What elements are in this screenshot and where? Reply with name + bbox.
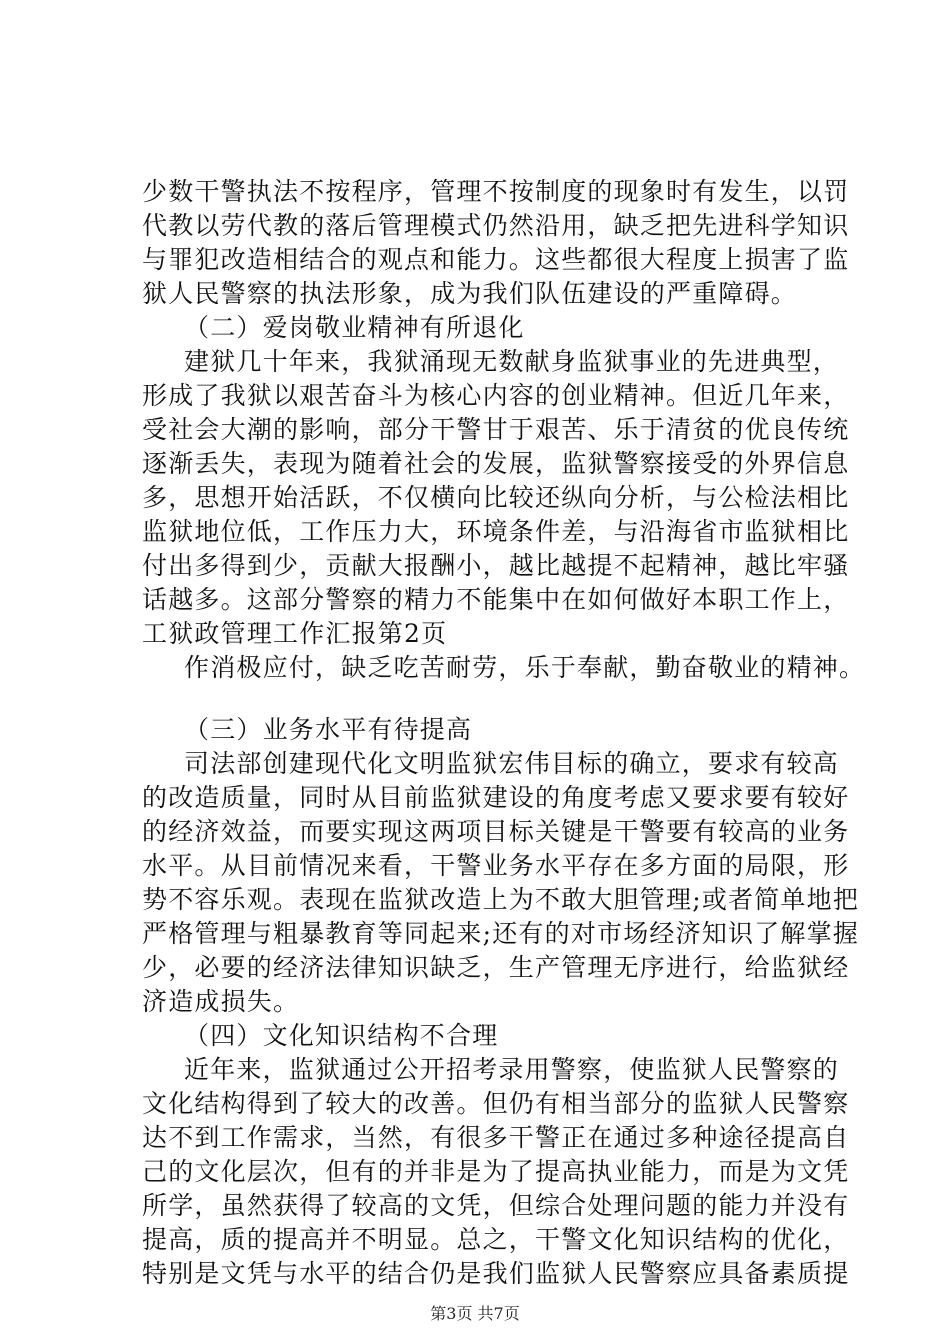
section-heading: （三）业务水平有待提高	[184, 715, 473, 744]
body-line: 话越多。这部分警察的精力不能集中在如何做好本职工作上，	[142, 585, 850, 614]
body-line: 少数干警执法不按程序，管理不按制度的现象时有发生，以罚	[142, 177, 850, 206]
body-line: 作消极应付，缺乏吃苦耐劳，乐于奉献，勤奋敬业的精神。	[184, 653, 866, 682]
body-line: 提高，质的提高并不明显。总之，干警文化知识结构的优化，	[142, 1225, 850, 1254]
body-line: 特别是文凭与水平的结合仍是我们监狱人民警察应具备素质提	[142, 1259, 850, 1288]
body-line: 的改造质量，同时从目前监狱建设的角度考虑又要求要有较好	[142, 783, 850, 812]
body-line: 逐渐丢失，表现为随着社会的发展，监狱警察接受的外界信息	[142, 449, 850, 478]
body-line: 少，必要的经济法律知识缺乏，生产管理无序进行，给监狱经	[142, 953, 850, 982]
body-line: 付出多得到少，贡献大报酬小，越比越提不起精神，越比牢骚	[142, 551, 850, 580]
body-line: 受社会大潮的影响，部分干警甘于艰苦、乐于清贫的优良传统	[142, 415, 850, 444]
body-line: 的经济效益，而要实现这两项目标关键是干警要有较高的业务	[142, 817, 850, 846]
body-line: 文化结构得到了较大的改善。但仍有相当部分的监狱人民警察	[142, 1089, 850, 1118]
body-line: 狱人民警察的执法形象，成为我们队伍建设的严重障碍。	[142, 279, 798, 308]
body-line: 多，思想开始活跃，不仅横向比较还纵向分析，与公检法相比	[142, 483, 850, 512]
section-heading: （二）爱岗敬业精神有所退化	[184, 313, 525, 342]
body-line: 形成了我狱以艰苦奋斗为核心内容的创业精神。但近几年来，	[142, 381, 850, 410]
body-line: 济造成损失。	[142, 987, 300, 1016]
body-line: 司法部创建现代化文明监狱宏伟目标的确立，要求有较高	[184, 749, 840, 778]
body-line: 建狱几十年来，我狱涌现无数献身监狱事业的先进典型，	[184, 347, 840, 376]
body-line: 近年来，监狱通过公开招考录用警察，使监狱人民警察的	[184, 1055, 840, 1084]
body-line: 己的文化层次，但有的并非是为了提高执业能力，而是为文凭	[142, 1157, 850, 1186]
body-line: 与罪犯改造相结合的观点和能力。这些都很大程度上损害了监	[142, 245, 850, 274]
body-line: 水平。从目前情况来看，干警业务水平存在多方面的局限，形	[142, 851, 850, 880]
section-heading: （四）文化知识结构不合理	[184, 1021, 499, 1050]
body-line: 达不到工作需求，当然，有很多干警正在通过多种途径提高自	[142, 1123, 850, 1152]
body-line: 代教以劳代教的落后管理模式仍然沿用，缺乏把先进科学知识	[142, 211, 850, 240]
body-line: 工狱政管理工作汇报第2页	[142, 619, 448, 648]
body-line: 监狱地位低，工作压力大，环境条件差，与沿海省市监狱相比	[142, 517, 850, 546]
body-line: 严格管理与粗暴教育等同起来;还有的对市场经济知识了解掌握	[142, 919, 860, 948]
body-line: 所学，虽然获得了较高的文凭，但综合处理问题的能力并没有	[142, 1191, 850, 1220]
body-line: 势不容乐观。表现在监狱改造上为不敢大胆管理;或者简单地把	[142, 885, 860, 914]
page-number-footer: 第3页 共7页	[430, 1304, 520, 1323]
